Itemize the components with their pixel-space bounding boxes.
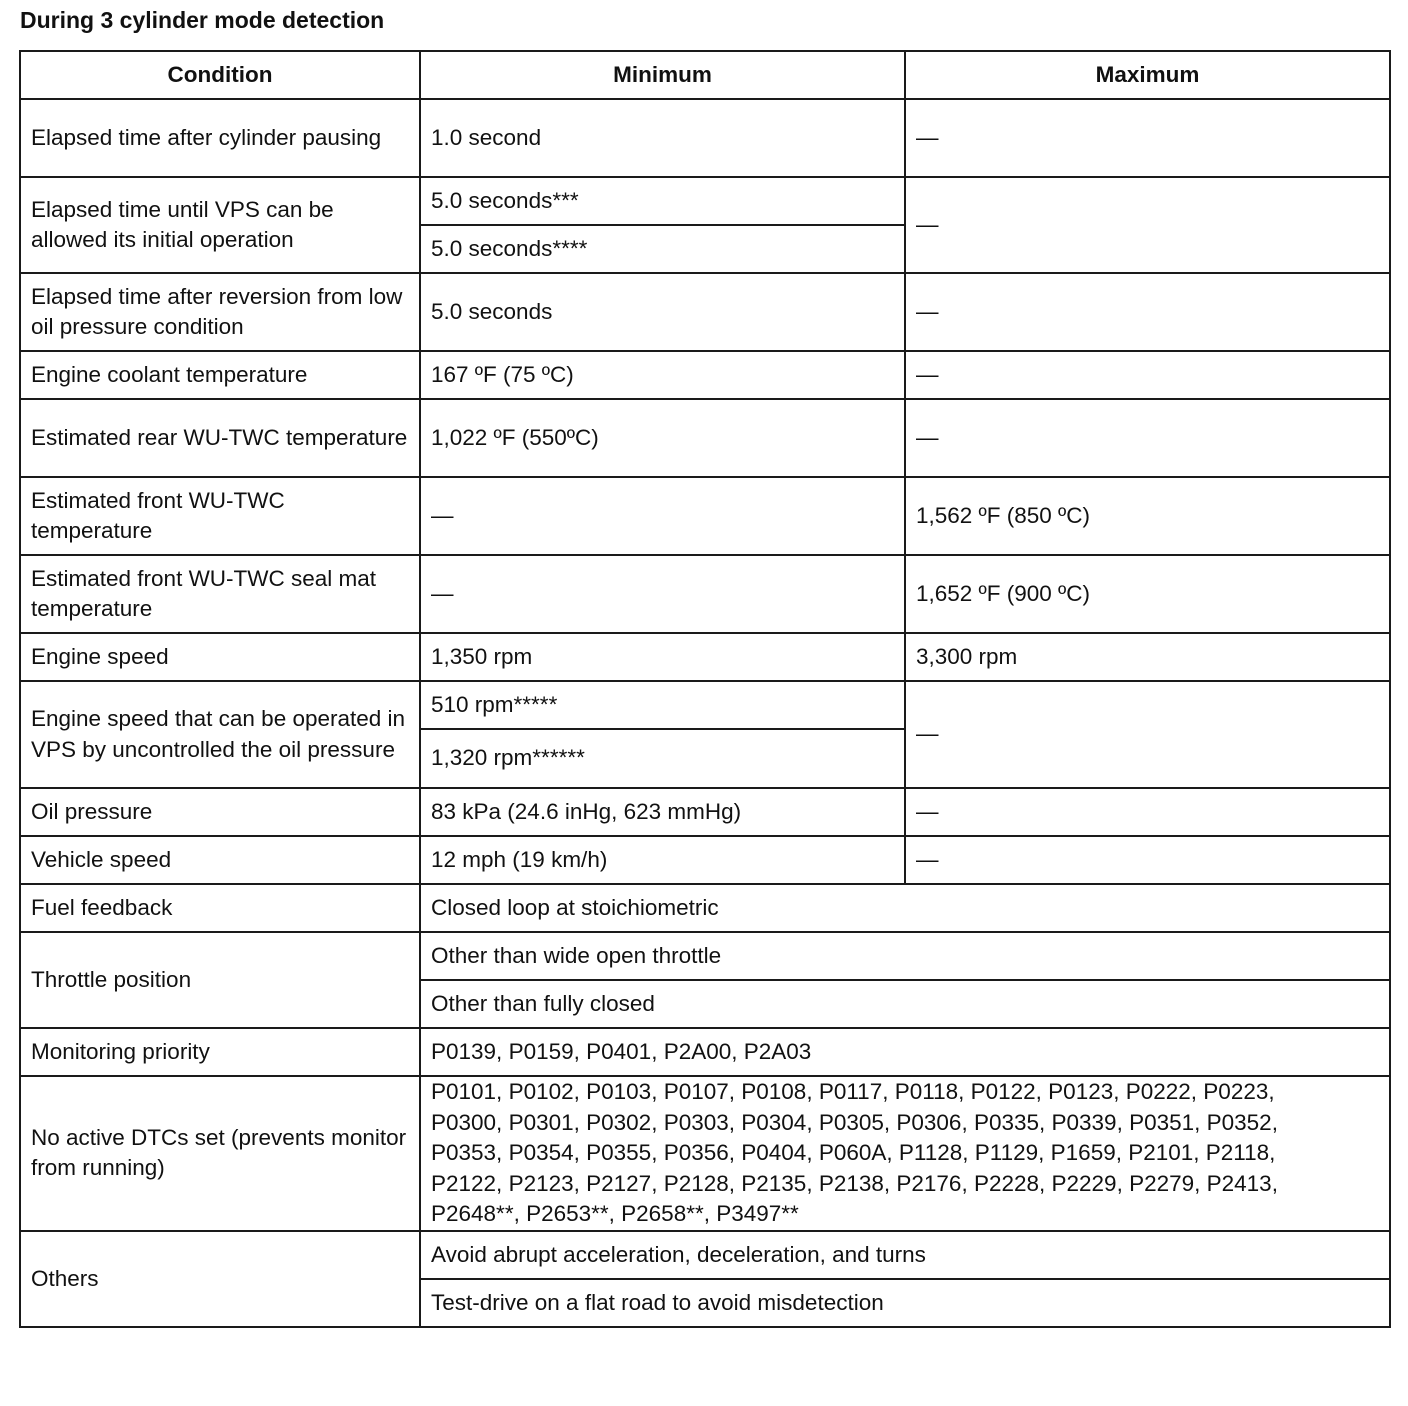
table-row <box>20 1028 1390 1076</box>
minimum-cell: — <box>420 555 905 633</box>
value-cell: Other than fully closed <box>420 980 1390 1028</box>
condition-cell: Estimated front WU-TWC seal mat temperature <box>20 555 420 633</box>
condition-cell: Oil pressure <box>20 788 420 836</box>
minimum-cell: 83 kPa (24.6 inHg, 623 mmHg) <box>420 788 905 836</box>
minimum-cell: 1,350 rpm <box>420 633 905 681</box>
maximum-cell: — <box>905 99 1390 177</box>
maximum-cell: 1,652 ºF (900 ºC) <box>905 555 1390 633</box>
dtc-line: P2122, P2123, P2127, P2128, P2135, P2138, P2176, P2228, P2229, P2279, P2413, <box>431 1170 1278 1196</box>
table-row <box>20 351 1390 399</box>
table-row <box>20 633 1390 681</box>
value-cell: Avoid abrupt acceleration, deceleration, and turns <box>420 1231 1390 1279</box>
maximum-cell: 1,562 ºF (850 ºC) <box>905 477 1390 555</box>
maximum-cell: — <box>905 788 1390 836</box>
condition-cell: Elapsed time until VPS can be allowed its initial operation <box>20 177 420 273</box>
minimum-cell: 510 rpm***** <box>420 681 905 729</box>
condition-cell: Throttle position <box>20 932 420 1028</box>
condition-cell: Vehicle speed <box>20 836 420 884</box>
maximum-cell: — <box>905 399 1390 477</box>
dtc-line: P0101, P0102, P0103, P0107, P0108, P0117, P0118, P0122, P0123, P0222, P0223, <box>431 1079 1275 1104</box>
condition-cell: Elapsed time after cylinder pausing <box>20 99 420 177</box>
value-cell: Closed loop at stoichiometric <box>420 884 1390 932</box>
header-condition: Condition <box>20 51 420 99</box>
table-row <box>20 1076 1390 1231</box>
maximum-cell: — <box>905 836 1390 884</box>
condition-cell: Engine speed <box>20 633 420 681</box>
minimum-cell: 1,320 rpm****** <box>420 729 905 788</box>
dtc-list-cell <box>420 1076 1390 1231</box>
table-row <box>20 836 1390 884</box>
dtc-line: P2648**, P2653**, P2658**, P3497** <box>431 1201 799 1227</box>
value-cell: Test-drive on a flat road to avoid misdetection <box>420 1279 1390 1327</box>
maximum-cell: — <box>905 681 1390 788</box>
condition-cell: Estimated front WU-TWC temperature <box>20 477 420 555</box>
conditions-table <box>19 50 1391 1328</box>
condition-cell: Elapsed time after reversion from low oil pressure condition <box>20 273 420 351</box>
table-row <box>20 932 1390 980</box>
table-row <box>20 177 1390 225</box>
page-title: During 3 cylinder mode detection <box>20 7 385 33</box>
maximum-cell: 3,300 rpm <box>905 633 1390 681</box>
dtc-line: P0353, P0354, P0355, P0356, P0404, P060A, P1128, P1129, P1659, P2101, P2118, <box>431 1140 1276 1166</box>
condition-cell: Engine speed that can be operated in VPS by uncontrolled the oil pressure <box>20 681 420 788</box>
value-cell: Other than wide open throttle <box>420 932 1390 980</box>
minimum-cell: 5.0 seconds <box>420 273 905 351</box>
minimum-cell: 12 mph (19 km/h) <box>420 836 905 884</box>
minimum-cell: 1.0 second <box>420 99 905 177</box>
condition-cell: Others <box>20 1231 420 1327</box>
minimum-cell: 167 ºF (75 ºC) <box>420 351 905 399</box>
condition-cell: Monitoring priority <box>20 1028 420 1076</box>
table-row <box>20 1231 1390 1279</box>
table-row <box>20 399 1390 477</box>
minimum-cell: — <box>420 477 905 555</box>
table-row <box>20 884 1390 932</box>
maximum-cell: — <box>905 177 1390 273</box>
maximum-cell: — <box>905 273 1390 351</box>
minimum-cell: 5.0 seconds**** <box>420 225 905 273</box>
value-cell: P0139, P0159, P0401, P2A00, P2A03 <box>420 1028 1390 1076</box>
minimum-cell: 1,022 ºF (550ºC) <box>420 399 905 477</box>
table-row <box>20 555 1390 633</box>
table-row <box>20 99 1390 177</box>
condition-cell: Engine coolant temperature <box>20 351 420 399</box>
minimum-cell: 5.0 seconds*** <box>420 177 905 225</box>
dtc-line: P0300, P0301, P0302, P0303, P0304, P0305, P0306, P0335, P0339, P0351, P0352, <box>431 1109 1278 1135</box>
table-row <box>20 788 1390 836</box>
header-minimum: Minimum <box>420 51 905 99</box>
table-row <box>20 681 1390 729</box>
table-row <box>20 477 1390 555</box>
condition-cell: Fuel feedback <box>20 884 420 932</box>
table-row <box>20 273 1390 351</box>
table-header-row <box>20 51 1390 99</box>
condition-cell: No active DTCs set (prevents monitor from running) <box>20 1076 420 1231</box>
header-maximum: Maximum <box>905 51 1390 99</box>
maximum-cell: — <box>905 351 1390 399</box>
condition-cell: Estimated rear WU-TWC temperature <box>20 399 420 477</box>
